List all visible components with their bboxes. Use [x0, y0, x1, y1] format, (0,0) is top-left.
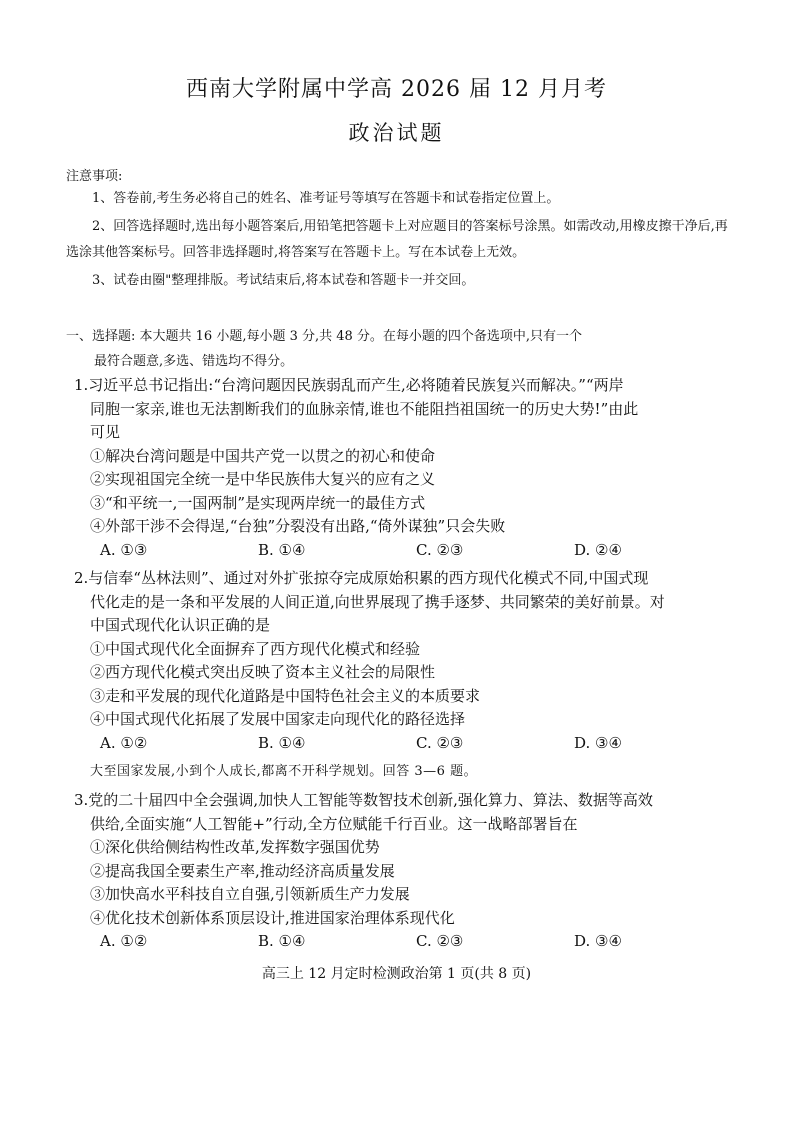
choice-c: C. ②③: [416, 733, 464, 752]
choice-a: A. ①②: [100, 932, 148, 950]
question-stem: 3.党的二十届四中全会强调,加快人工智能等数智技术创新,强化算力、算法、数据等高效: [74, 791, 653, 809]
question-stem: 2.与信奉“丛林法则”、通过对外扩张掠夺完成原始积累的西方现代化模式不同,中国式现: [74, 569, 649, 587]
section-line: 一、选择题: 本大题共 16 小题,每小题 3 分,共 48 分。在每小题的四个备选项中,只有一个: [66, 329, 583, 344]
question-option: ①解决台湾问题是中国共产党一以贯之的初心和使命: [90, 446, 436, 465]
choice-b: B. ①④: [258, 932, 306, 950]
choice-b: B. ①④: [258, 540, 306, 559]
question-1: [74, 374, 736, 562]
choice-a: A. ①②: [100, 733, 148, 752]
note-item: 2、回答选择题时,选出每小题答案后,用铅笔把答题卡上对应题目的答案标号涂黑。如需改动,用橡皮擦干净后,再选涂其他答案标号。回答非选择题时,将答案写在答题卡上。写在本试卷上无效。: [66, 219, 728, 260]
choice-c: C. ②③: [416, 540, 464, 559]
choice-d: D. ③④: [574, 932, 622, 950]
section-line: 最符合题意,多选、错选均不得分。: [94, 354, 294, 369]
notes-heading: 注意事项:: [66, 169, 123, 184]
note-item: 1、答卷前,考生务必将自己的姓名、准考证号等填写在答题卡和试卷指定位置上。: [92, 191, 560, 206]
question-3: [74, 789, 736, 954]
question-option: ④优化技术创新体系顶层设计,推进国家治理体系现代化: [90, 908, 455, 927]
question-option: ②提高我国全要素生产率,推动经济高质量发展: [90, 861, 395, 880]
question-option: ③加快高水平科技自立自强,引领新质生产力发展: [90, 885, 410, 903]
question-stem: 可见: [90, 423, 121, 441]
choice-d: D. ②④: [574, 540, 622, 559]
answer-choices: [74, 732, 736, 756]
question-stem: 1.习近平总书记指出:“台湾问题因民族弱乱而产生,必将随着民族复兴而解决。”“两岸: [74, 376, 624, 394]
question-stem: 中国式现代化认识正确的是: [90, 616, 271, 634]
answer-choices: [74, 930, 736, 954]
page-title: 西南大学附属中学高 2026 届 12 月月考: [186, 77, 607, 102]
choice-c: C. ②③: [416, 932, 464, 950]
question-option: ④中国式现代化拓展了发展中国家走向现代化的路径选择: [90, 710, 466, 728]
answer-choices: [74, 539, 736, 563]
question-stem: 同胞一家亲,谁也无法割断我们的血脉亲情,谁也不能阻挡祖国统一的历史大势!”由此: [90, 399, 639, 418]
note-item: 3、试卷由圈"整理排版。考试结束后,将本试卷和答题卡一并交回。: [92, 273, 475, 288]
group-note: 大至国家发展,小到个人成长,都离不开科学规划。回答 3—6 题。: [90, 764, 478, 779]
question-option: ③“和平统一,一国两制”是实现两岸统一的最佳方式: [90, 493, 426, 512]
question-option: ④外部干涉不会得逞,“台独”分裂没有出路,“倚外谋独”只会失败: [90, 517, 506, 535]
question-option: ②实现祖国完全统一是中华民族伟大复兴的应有之义: [90, 470, 436, 488]
question-option: ②西方现代化模式突出反映了资本主义社会的局限性: [90, 663, 436, 681]
question-option: ③走和平发展的现代化道路是中国特色社会主义的本质要求: [90, 686, 481, 705]
section-instructions: [66, 324, 734, 374]
question-option: ①中国式现代化全面摒弃了西方现代化模式和经验: [90, 639, 421, 658]
choice-b: B. ①④: [258, 733, 306, 752]
choice-a: A. ①③: [100, 540, 148, 559]
page-footer: 高三上 12 月定时检测政治第 1 页(共 8 页): [261, 966, 532, 982]
question-stem: 代化走的是一条和平发展的人间正道,向世界展现了携手逐梦、共同繁荣的美好前景。对: [90, 592, 665, 611]
page-subtitle: 政治试题: [348, 121, 445, 145]
question-stem: 供给,全面实施“人工智能+”行动,全方位赋能千行百业。这一战略部署旨在: [90, 814, 578, 833]
question-2: [74, 567, 736, 755]
question-option: ①深化供给侧结构性改革,发挥数字强国优势: [90, 838, 380, 856]
choice-d: D. ③④: [574, 733, 622, 752]
